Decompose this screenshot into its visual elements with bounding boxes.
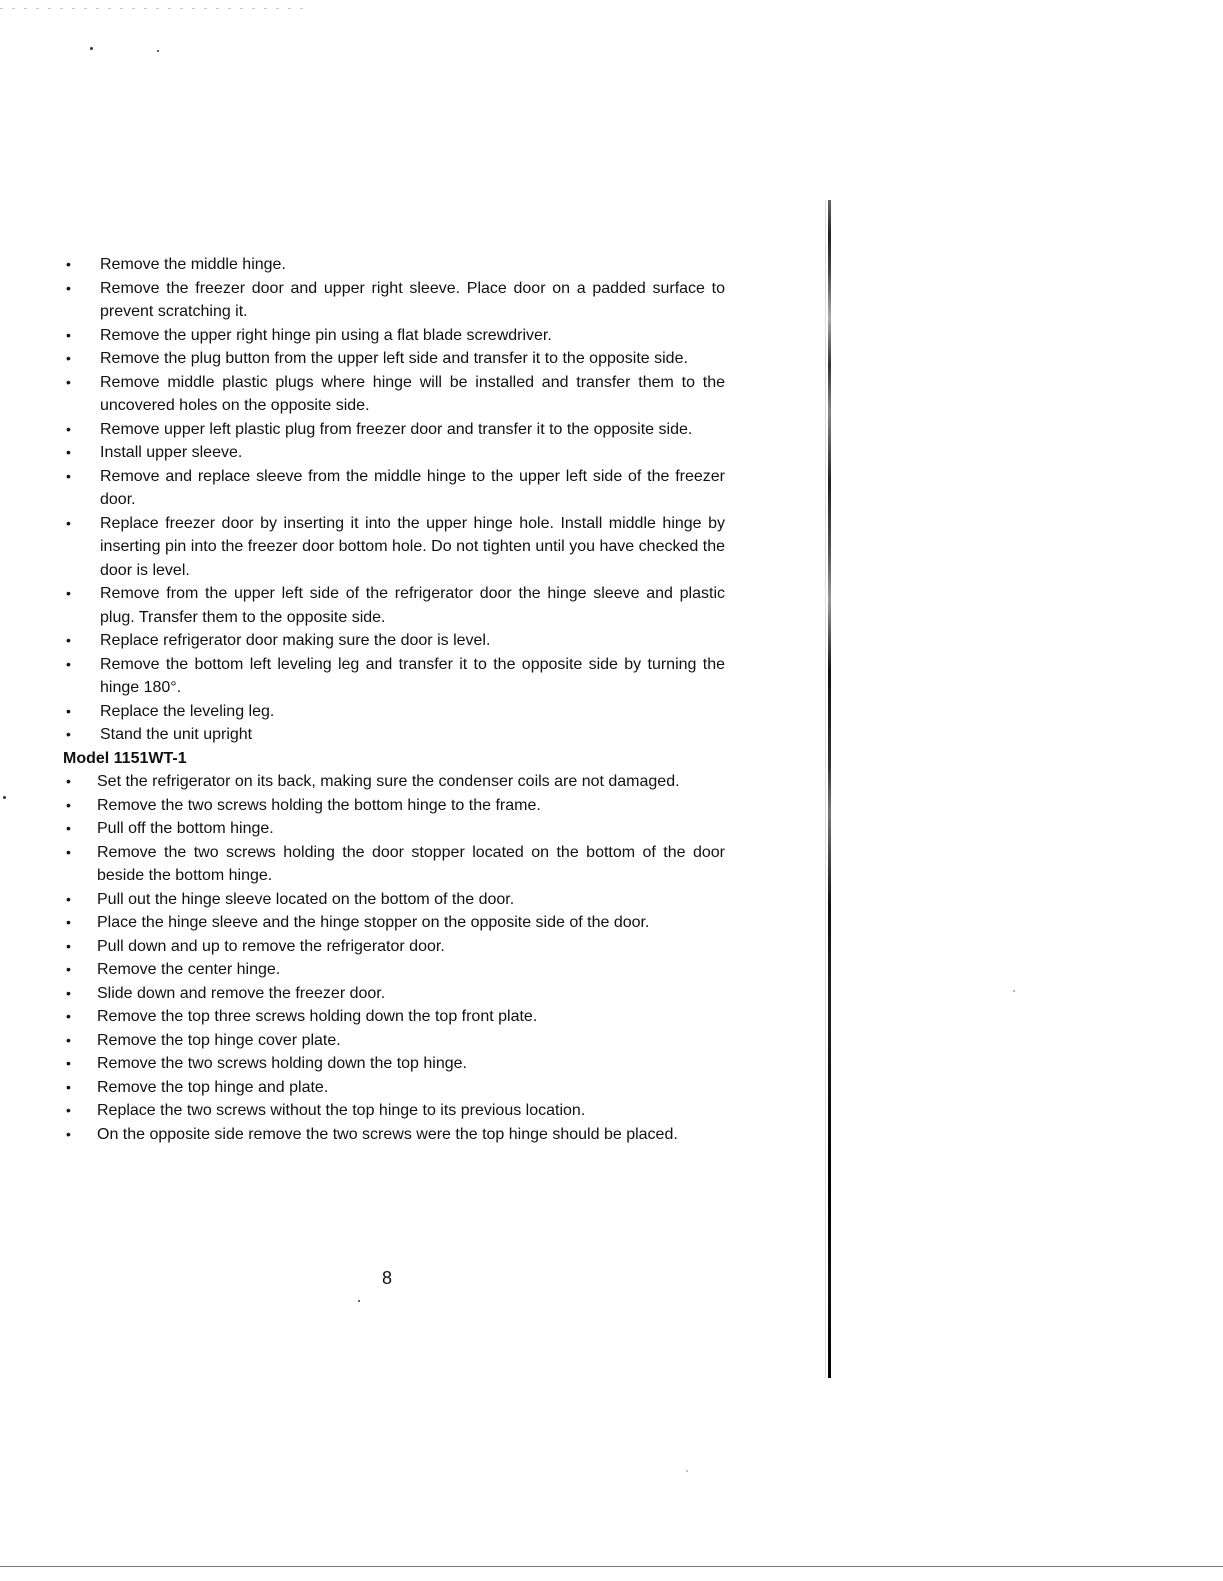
bullet-icon: • <box>66 655 71 672</box>
bullet-icon: • <box>66 326 71 343</box>
step-text: Remove the two screws holding the bottom hinge to the frame. <box>97 796 541 814</box>
step-text: Remove the two screws holding down the top hinge. <box>97 1055 467 1072</box>
list-item <box>60 723 725 747</box>
bullet-icon: • <box>66 373 71 390</box>
step-text: Remove the bottom left leveling leg and transfer it to the opposite side by turning the hinge 180°. <box>100 655 725 696</box>
list-item <box>60 1123 725 1147</box>
scan-speck <box>90 47 93 50</box>
bullet-icon: • <box>66 514 71 531</box>
bullet-icon: • <box>66 702 71 719</box>
step-text: Set the refrigerator on its back, making sure the condenser coils are not damaged. <box>97 773 680 790</box>
step-text: Replace the two screws without the top hinge to its previous location. <box>97 1102 586 1119</box>
list-item <box>60 371 725 418</box>
step-text: Remove and replace sleeve from the middle hinge to the upper left side of the freezer door. <box>100 467 725 508</box>
bullet-icon: • <box>66 350 71 366</box>
scan-speck <box>686 1470 688 1472</box>
step-text: Pull out the hinge sleeve located on the bottom of the door. <box>97 890 515 908</box>
step-text: Remove the top hinge cover plate. <box>97 1031 341 1049</box>
scan-speck <box>1013 990 1015 992</box>
step-text: Replace refrigerator door making sure the door is level. <box>100 632 491 649</box>
bullet-icon: • <box>66 937 71 954</box>
step-text: Remove from the upper left side of the refrigerator door the hinge sleeve and plastic plug. Transfer them to the opposite side. <box>100 585 725 626</box>
bullet-icon: • <box>66 773 71 789</box>
list-item <box>60 770 725 794</box>
model-heading: Model 1151WT-1 <box>63 749 187 767</box>
bullet-icon: • <box>66 1078 71 1095</box>
scan-speck <box>157 50 159 52</box>
bullet-icon: • <box>66 726 71 742</box>
list-item <box>60 653 725 700</box>
steps-list-part2 <box>60 770 725 1146</box>
list-item <box>60 418 725 442</box>
list-item <box>60 629 725 653</box>
bullet-icon: • <box>66 843 71 860</box>
list-item <box>60 1099 725 1123</box>
list-item <box>60 1005 725 1029</box>
step-text: Stand the unit upright <box>100 726 253 743</box>
list-item <box>60 982 725 1006</box>
list-item <box>60 911 725 935</box>
bullet-icon: • <box>66 467 71 484</box>
list-item <box>60 347 725 371</box>
step-text: Remove the middle hinge. <box>100 256 286 273</box>
step-text: Replace the leveling leg. <box>100 702 275 720</box>
step-text: Remove the plug button from the upper left side and transfer it to the opposite side. <box>100 350 688 367</box>
step-text: Remove the center hinge. <box>97 961 281 978</box>
list-item <box>60 512 725 583</box>
list-item <box>60 465 725 512</box>
list-item <box>60 958 725 982</box>
bullet-icon: • <box>66 914 71 930</box>
list-item <box>60 277 725 324</box>
bullet-icon: • <box>66 1055 71 1071</box>
instructions-body <box>60 253 725 1146</box>
list-item <box>60 1052 725 1076</box>
list-item <box>60 817 725 841</box>
bullet-icon: • <box>66 1125 71 1142</box>
list-item <box>60 253 725 277</box>
list-item <box>60 1029 725 1053</box>
step-text: Slide down and remove the freezer door. <box>97 984 386 1002</box>
bullet-icon: • <box>66 796 71 813</box>
list-item <box>60 935 725 959</box>
step-text: Remove the upper right hinge pin using a flat blade screwdriver. <box>100 326 552 344</box>
scan-speck <box>358 1300 360 1302</box>
step-text: Install upper sleeve. <box>100 444 243 461</box>
list-item <box>60 441 725 465</box>
scan-speck <box>3 796 6 799</box>
step-text: Pull off the bottom hinge. <box>97 820 274 837</box>
scan-edge-shadow <box>825 200 826 1378</box>
list-item <box>60 888 725 912</box>
step-text: Remove middle plastic plugs where hinge will be installed and transfer them to the uncovered holes on the opposite side. <box>100 373 725 414</box>
list-item <box>60 841 725 888</box>
step-text: On the opposite side remove the two screws were the top hinge should be placed. <box>97 1125 678 1143</box>
list-item <box>60 1076 725 1100</box>
bullet-icon: • <box>66 632 71 648</box>
bullet-icon: • <box>66 890 71 907</box>
bullet-icon: • <box>66 984 71 1001</box>
step-text: Remove the top three screws holding down the top front plate. <box>97 1008 538 1025</box>
step-text: Remove the two screws holding the door stopper located on the bottom of the door beside the bottom hinge. <box>97 843 725 884</box>
step-text: Pull down and up to remove the refrigerator door. <box>97 937 445 955</box>
scan-edge-line <box>828 200 831 1378</box>
list-item <box>60 324 725 348</box>
step-text: Replace freezer door by inserting it into the upper hinge hole. Install middle hinge by inserting pin into the freezer door bottom hole. Do not tighten until you have checked the door is level. <box>100 514 725 579</box>
bullet-icon: • <box>66 256 71 272</box>
page-number: 8 <box>382 1268 393 1288</box>
bullet-icon: • <box>66 279 71 296</box>
bullet-icon: • <box>66 820 71 836</box>
list-item <box>60 700 725 724</box>
bullet-icon: • <box>66 444 71 460</box>
list-item <box>60 582 725 629</box>
step-text: Remove upper left plastic plug from freezer door and transfer it to the opposite side. <box>100 420 693 438</box>
bullet-icon: • <box>66 420 71 437</box>
bullet-icon: • <box>66 961 71 977</box>
bullet-icon: • <box>66 1102 71 1118</box>
step-text: Remove the freezer door and upper right sleeve. Place door on a padded surface to prevent scratching it. <box>100 279 725 320</box>
scan-bottom-edge <box>0 1566 1223 1567</box>
scan-noise <box>0 8 310 9</box>
steps-list-part1 <box>60 253 725 747</box>
step-text: Remove the top hinge and plate. <box>97 1078 329 1096</box>
bullet-icon: • <box>66 1031 71 1048</box>
bullet-icon: • <box>66 585 71 601</box>
list-item <box>60 794 725 818</box>
step-text: Place the hinge sleeve and the hinge stopper on the opposite side of the door. <box>97 914 650 931</box>
bullet-icon: • <box>66 1008 71 1024</box>
